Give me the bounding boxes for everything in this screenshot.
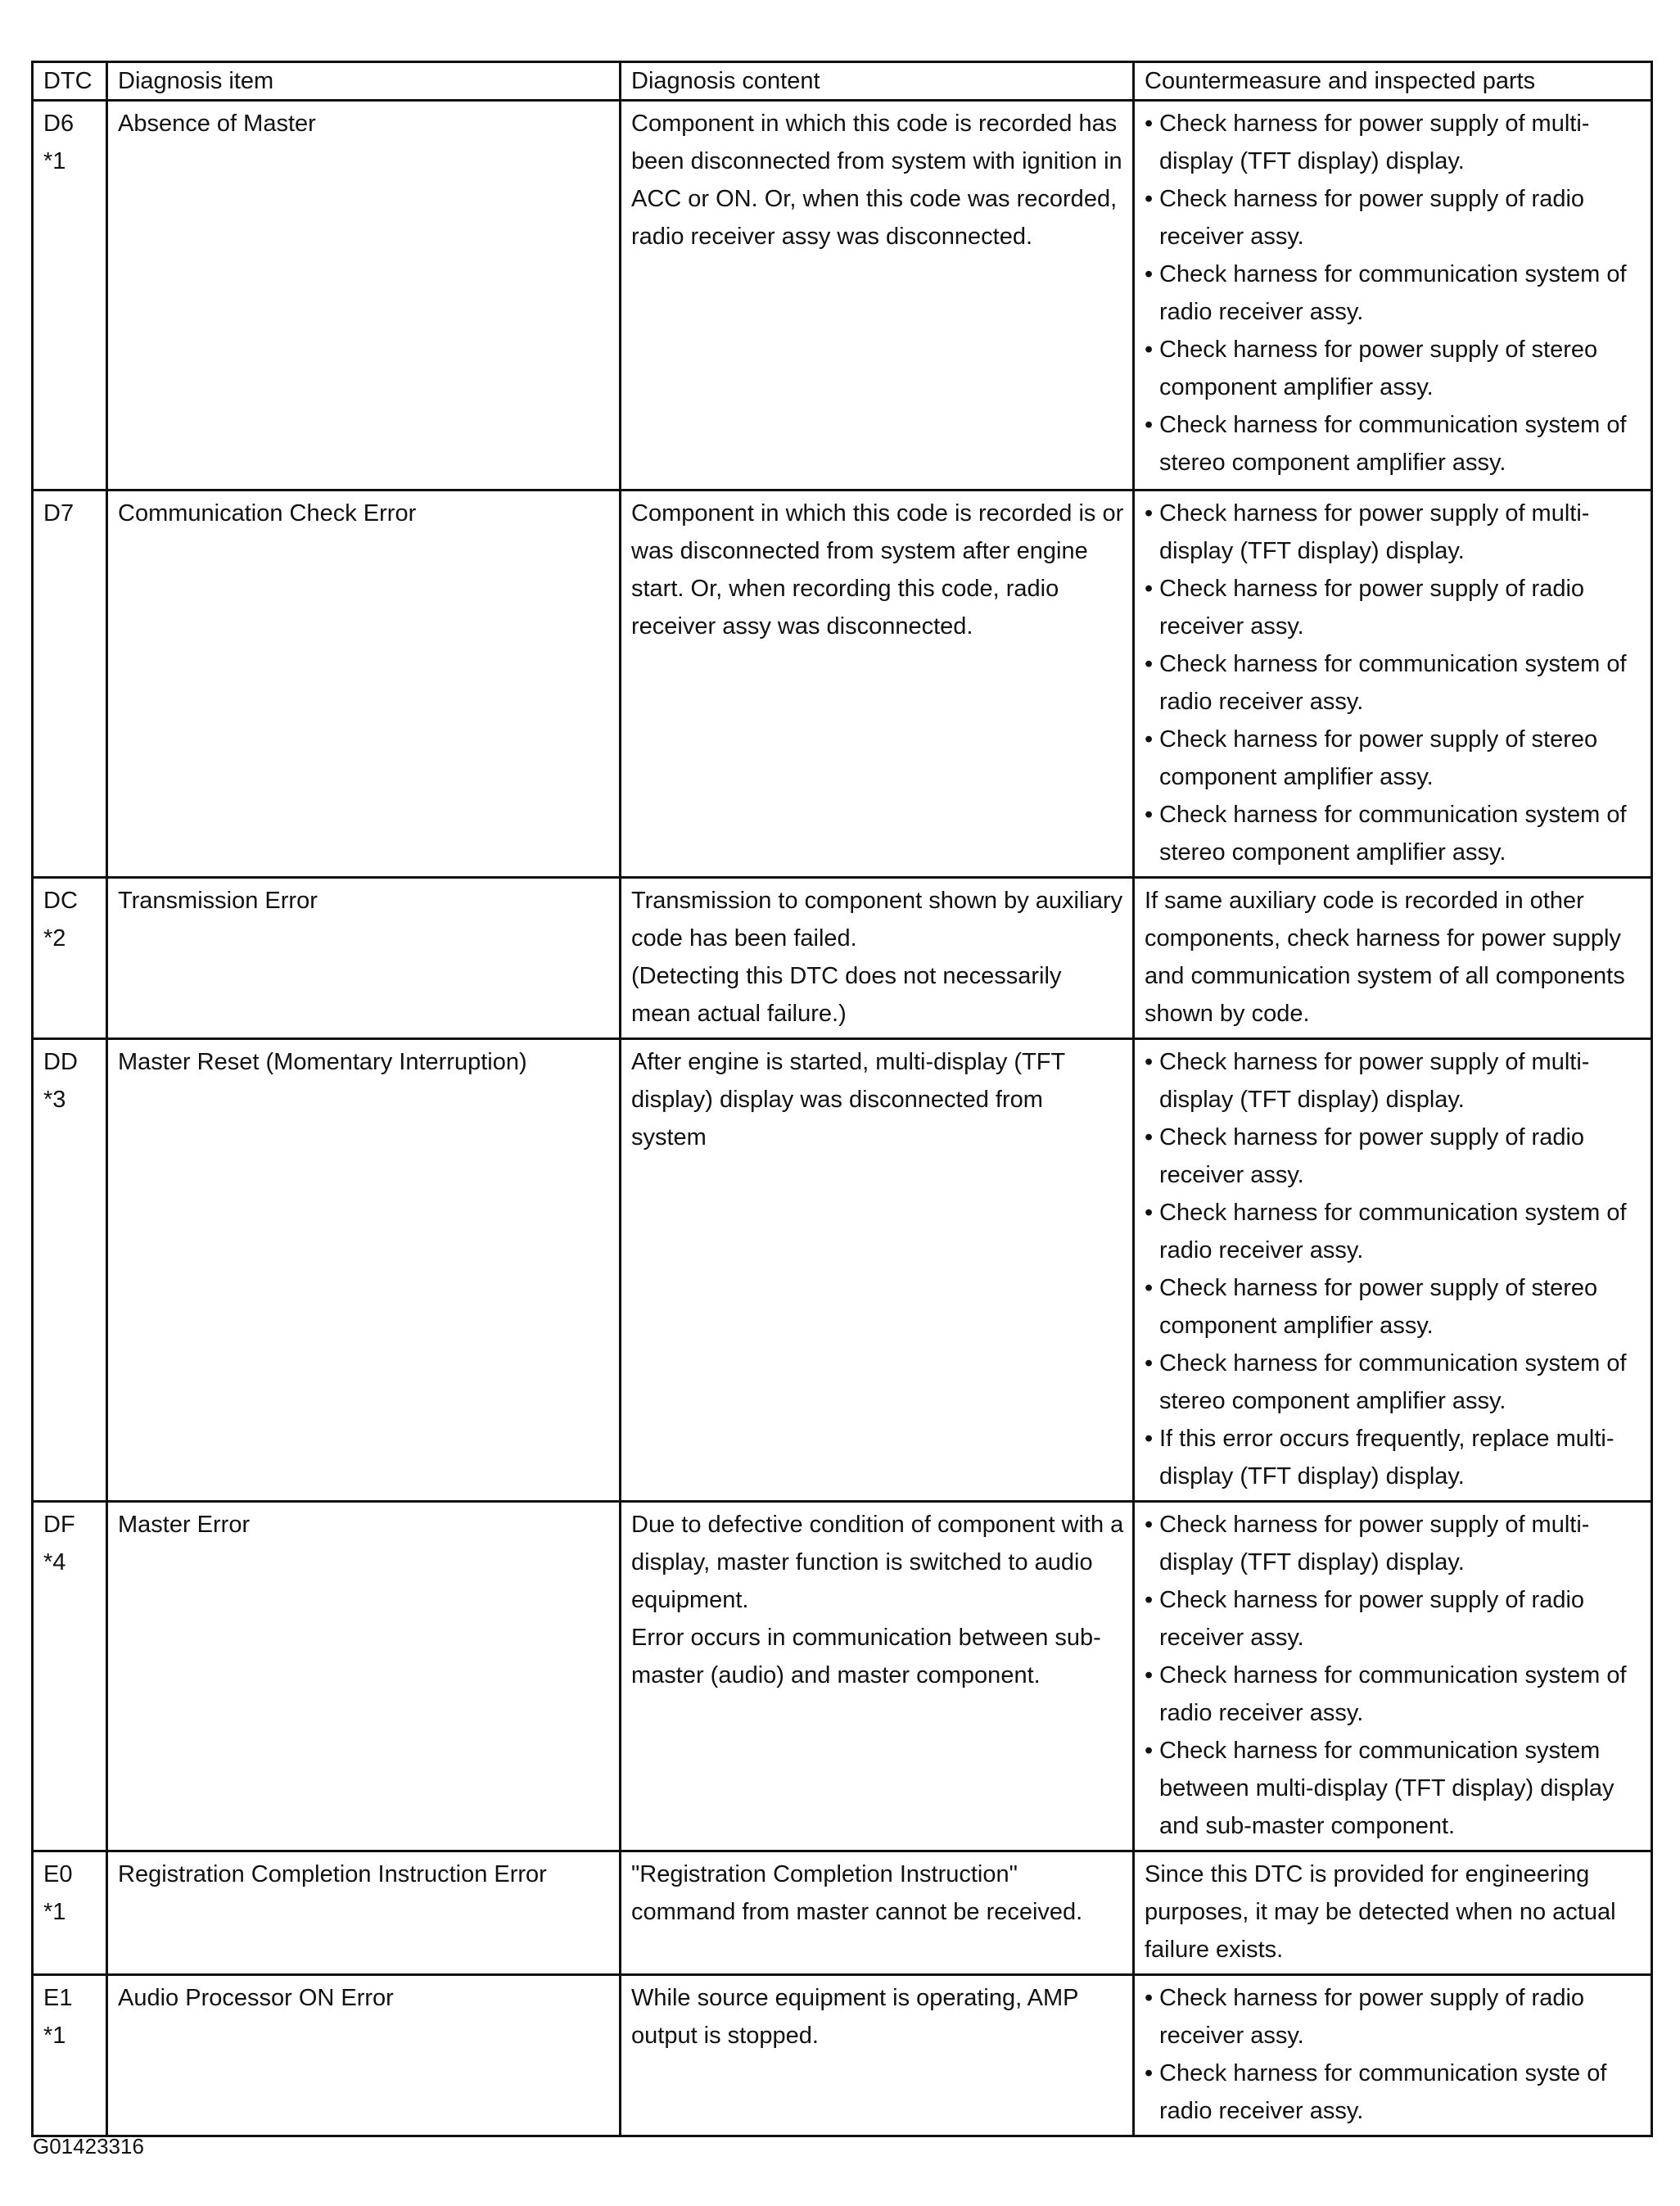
table-row	[33, 1975, 1652, 2136]
table-row	[33, 101, 1652, 490]
dtc-note: *4	[43, 1549, 66, 1575]
figure-id: G01423316	[33, 2134, 144, 2159]
countermeasure-item: • Check harness for communication system of stereo component amplifier assy.	[1145, 796, 1642, 871]
countermeasure-item: • Check harness for power supply of radio receiver assy.	[1145, 180, 1642, 255]
countermeasure-item: • Check harness for communication system of radio receiver assy.	[1145, 645, 1642, 721]
dtc-note: *1	[43, 2023, 66, 2049]
countermeasure-cell	[1134, 1851, 1652, 1975]
dtc-code: DD	[43, 1049, 78, 1075]
countermeasure-item: • Check harness for power supply of stereo component amplifier assy.	[1145, 721, 1642, 796]
dtc-code: DF	[43, 1512, 75, 1538]
countermeasure-cell	[1134, 1039, 1652, 1502]
dtc-note: *2	[43, 925, 66, 952]
diagnosis-content: Component in which this code is recorded has been disconnected from system with ignition in ACC or ON. Or, when this code was recorded, radio receiver assy was disconnected.	[621, 101, 1134, 490]
dtc-code-cell	[33, 490, 107, 878]
countermeasure-item: • Check harness for power supply of radio receiver assy.	[1145, 570, 1642, 645]
countermeasure-cell	[1134, 101, 1652, 490]
diagnosis-content: Transmission to component shown by auxiliary code has been failed. (Detecting this DTC does not necessarily mean actual failure.)	[621, 878, 1134, 1039]
countermeasure-text: Since this DTC is provided for engineering purposes, it may be detected when no actual failure exists.	[1145, 1861, 1616, 1963]
countermeasure-item: • Check harness for power supply of multi-display (TFT display) display.	[1145, 1506, 1642, 1581]
header-dtc: DTC	[33, 62, 107, 101]
countermeasure-list	[1145, 1043, 1642, 1495]
countermeasure-cell	[1134, 1502, 1652, 1851]
countermeasure-item: • If this error occurs frequently, replace multi-display (TFT display) display.	[1145, 1420, 1642, 1495]
diagnosis-item: Master Error	[107, 1502, 621, 1851]
header-countermeasure: Countermeasure and inspected parts	[1134, 62, 1652, 101]
table-row	[33, 1039, 1652, 1502]
countermeasure-item: • Check harness for communication system of stereo component amplifier assy.	[1145, 406, 1642, 481]
diagnosis-item: Communication Check Error	[107, 490, 621, 878]
dtc-code: DC	[43, 888, 78, 914]
diagnosis-item: Registration Completion Instruction Error	[107, 1851, 621, 1975]
countermeasure-item: • Check harness for communication system of radio receiver assy.	[1145, 1194, 1642, 1269]
countermeasure-text: If same auxiliary code is recorded in other components, check harness for power supply and communication system of all components shown by code.	[1145, 888, 1625, 1027]
table-row	[33, 878, 1652, 1039]
table-row	[33, 1502, 1652, 1851]
diagnosis-item: Audio Processor ON Error	[107, 1975, 621, 2136]
table-row	[33, 490, 1652, 878]
dtc-note: *1	[43, 1899, 66, 1925]
countermeasure-list	[1145, 495, 1642, 871]
dtc-code: D7	[43, 500, 75, 527]
diagnosis-content: "Registration Completion Instruction" command from master cannot be received.	[621, 1851, 1134, 1975]
dtc-code-cell	[33, 878, 107, 1039]
dtc-code-cell	[33, 1975, 107, 2136]
countermeasure-item: • Check harness for communication system of radio receiver assy.	[1145, 1657, 1642, 1732]
diagnosis-item: Master Reset (Momentary Interruption)	[107, 1039, 621, 1502]
dtc-table	[31, 61, 1653, 2137]
countermeasure-item: • Check harness for power supply of radio receiver assy.	[1145, 1979, 1642, 2055]
header-diagnosis-content: Diagnosis content	[621, 62, 1134, 101]
diagnosis-content: After engine is started, multi-display (TFT display) display was disconnected from system	[621, 1039, 1134, 1502]
table-row	[33, 1851, 1652, 1975]
diagnosis-content: While source equipment is operating, AMP output is stopped.	[621, 1975, 1134, 2136]
countermeasure-list	[1145, 1506, 1642, 1845]
dtc-code-cell	[33, 101, 107, 490]
countermeasure-item: • Check harness for power supply of multi-display (TFT display) display.	[1145, 495, 1642, 570]
countermeasure-item: • Check harness for communication system between multi-display (TFT display) display and sub-master component.	[1145, 1732, 1642, 1845]
countermeasure-cell	[1134, 1975, 1652, 2136]
header-diagnosis-item: Diagnosis item	[107, 62, 621, 101]
table-body	[33, 101, 1652, 2136]
dtc-code: E0	[43, 1861, 73, 1887]
diagnosis-content: Due to defective condition of component with a display, master function is switched to audio equipment. Error occurs in communication between sub-master (audio) and master component.	[621, 1502, 1134, 1851]
countermeasure-item: • Check harness for power supply of radio receiver assy.	[1145, 1581, 1642, 1657]
diagnosis-item: Absence of Master	[107, 101, 621, 490]
countermeasure-item: • Check harness for power supply of stereo component amplifier assy.	[1145, 1269, 1642, 1345]
countermeasure-list	[1145, 1979, 1642, 2130]
countermeasure-item: • Check harness for power supply of multi-display (TFT display) display.	[1145, 1043, 1642, 1119]
countermeasure-item: • Check harness for communication system of radio receiver assy.	[1145, 255, 1642, 331]
countermeasure-item: • Check harness for power supply of stereo component amplifier assy.	[1145, 331, 1642, 406]
diagnosis-item: Transmission Error	[107, 878, 621, 1039]
countermeasure-cell	[1134, 490, 1652, 878]
dtc-note: *3	[43, 1087, 66, 1113]
countermeasure-list	[1145, 105, 1642, 481]
dtc-code-cell	[33, 1039, 107, 1502]
countermeasure-cell	[1134, 878, 1652, 1039]
table-header-row	[33, 62, 1652, 101]
dtc-note: *1	[43, 148, 66, 174]
countermeasure-item: • Check harness for communication system of stereo component amplifier assy.	[1145, 1345, 1642, 1420]
dtc-code-cell	[33, 1851, 107, 1975]
dtc-code-cell	[33, 1502, 107, 1851]
countermeasure-item: • Check harness for power supply of radio receiver assy.	[1145, 1119, 1642, 1194]
dtc-code: E1	[43, 1985, 73, 2011]
dtc-code: D6	[43, 111, 75, 137]
countermeasure-item: • Check harness for communication syste of radio receiver assy.	[1145, 2055, 1642, 2130]
diagnosis-content: Component in which this code is recorded is or was disconnected from system after engine start. Or, when recording this code, radio receiver assy was disconnected.	[621, 490, 1134, 878]
countermeasure-item: • Check harness for power supply of multi-display (TFT display) display.	[1145, 105, 1642, 180]
